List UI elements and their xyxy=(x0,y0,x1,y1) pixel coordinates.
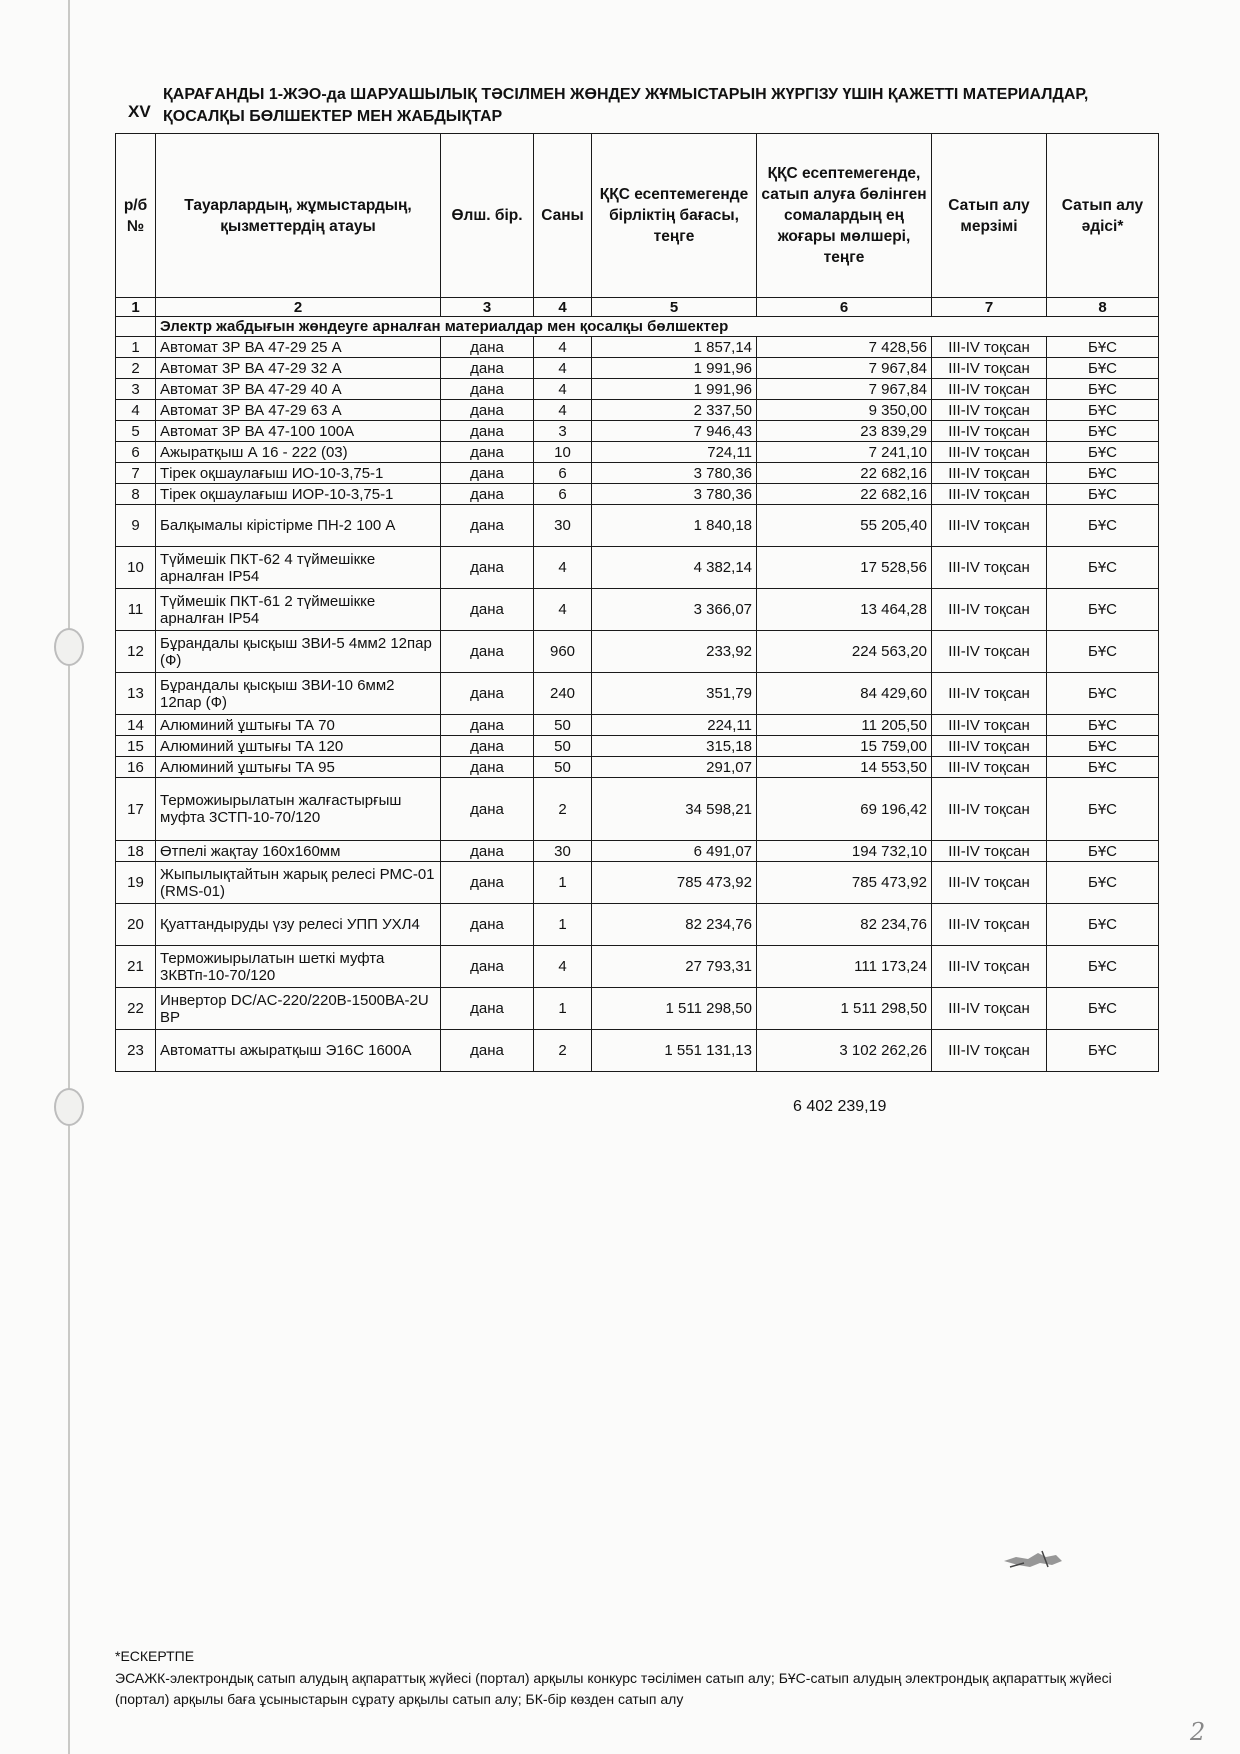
item-unit-price: 6 491,07 xyxy=(592,841,757,862)
row-number: 3 xyxy=(116,379,156,400)
row-number: 12 xyxy=(116,631,156,673)
item-quantity: 2 xyxy=(534,778,592,841)
item-unit-price: 785 473,92 xyxy=(592,862,757,904)
item-method: БҰС xyxy=(1047,988,1159,1030)
col-header-unit-price: ҚҚС есептемегенде бірліктің бағасы, теңге xyxy=(592,134,757,298)
item-term: III-IV тоқсан xyxy=(932,862,1047,904)
item-method: БҰС xyxy=(1047,547,1159,589)
item-quantity: 4 xyxy=(534,946,592,988)
item-method: БҰС xyxy=(1047,904,1159,946)
column-number: 1 xyxy=(116,298,156,317)
item-max-sum: 7 241,10 xyxy=(757,442,932,463)
item-method: БҰС xyxy=(1047,589,1159,631)
item-method: БҰС xyxy=(1047,505,1159,547)
item-term: III-IV тоқсан xyxy=(932,442,1047,463)
item-name: Жыпылықтайтын жарық релесі РМС-01 (RMS-01) xyxy=(156,862,441,904)
table-row xyxy=(116,757,1159,778)
item-unit: дана xyxy=(441,505,534,547)
item-unit: дана xyxy=(441,736,534,757)
item-method: БҰС xyxy=(1047,736,1159,757)
item-max-sum: 13 464,28 xyxy=(757,589,932,631)
table-row xyxy=(116,379,1159,400)
item-method: БҰС xyxy=(1047,463,1159,484)
ink-mark xyxy=(1000,1545,1070,1573)
item-quantity: 50 xyxy=(534,715,592,736)
item-unit: дана xyxy=(441,841,534,862)
item-quantity: 1 xyxy=(534,904,592,946)
section-header-row xyxy=(116,317,1159,337)
item-unit: дана xyxy=(441,463,534,484)
table-row xyxy=(116,841,1159,862)
item-term: III-IV тоқсан xyxy=(932,841,1047,862)
item-max-sum: 7 967,84 xyxy=(757,358,932,379)
column-number: 4 xyxy=(534,298,592,317)
col-header-unit: Өлш. бір. xyxy=(441,134,534,298)
item-max-sum: 17 528,56 xyxy=(757,547,932,589)
item-unit-price: 291,07 xyxy=(592,757,757,778)
item-unit: дана xyxy=(441,778,534,841)
item-name: Түймешік ПКТ-62 4 түймешікке арналған IP54 xyxy=(156,547,441,589)
item-term: III-IV тоқсан xyxy=(932,778,1047,841)
column-numbers-row xyxy=(116,298,1159,317)
item-method: БҰС xyxy=(1047,841,1159,862)
row-number: 18 xyxy=(116,841,156,862)
item-unit-price: 82 234,76 xyxy=(592,904,757,946)
item-unit: дана xyxy=(441,547,534,589)
item-name: Бұрандалы қысқыш ЗВИ-10 6мм2 12пар (Ф) xyxy=(156,673,441,715)
item-term: III-IV тоқсан xyxy=(932,379,1047,400)
table-row xyxy=(116,673,1159,715)
item-unit-price: 7 946,43 xyxy=(592,421,757,442)
item-term: III-IV тоқсан xyxy=(932,631,1047,673)
table-row xyxy=(116,631,1159,673)
item-max-sum: 23 839,29 xyxy=(757,421,932,442)
item-method: БҰС xyxy=(1047,862,1159,904)
note-text: ЭСАЖК-электрондық сатып алудың ақпараттық жүйесі (портал) арқылы конкурс тәсілімен сатып алу; БҰС-сатып алудың электрондық ақпараттық жүйесі (портал) арқылы баға ұсыныстарын сұрату арқылы сатып алу; БК-бір көзден сатып алу xyxy=(115,1670,1112,1707)
item-max-sum: 224 563,20 xyxy=(757,631,932,673)
item-unit: дана xyxy=(441,673,534,715)
item-unit: дана xyxy=(441,400,534,421)
item-max-sum: 82 234,76 xyxy=(757,904,932,946)
item-unit: дана xyxy=(441,631,534,673)
column-number: 6 xyxy=(757,298,932,317)
item-quantity: 6 xyxy=(534,484,592,505)
table-row xyxy=(116,1030,1159,1072)
item-unit-price: 3 780,36 xyxy=(592,463,757,484)
table-row xyxy=(116,463,1159,484)
item-term: III-IV тоқсан xyxy=(932,463,1047,484)
item-max-sum: 785 473,92 xyxy=(757,862,932,904)
item-unit-price: 233,92 xyxy=(592,631,757,673)
item-unit-price: 724,11 xyxy=(592,442,757,463)
item-name: Балқымалы кірістірме ПН-2 100 А xyxy=(156,505,441,547)
item-name: Автоматты ажыратқыш Э16С 1600А xyxy=(156,1030,441,1072)
punch-hole xyxy=(54,628,84,666)
item-unit-price: 2 337,50 xyxy=(592,400,757,421)
col-header-max-sum: ҚҚС есептемегенде, сатып алуға бөлінген сомалардың ең жоғары мөлшері, теңге xyxy=(757,134,932,298)
table-row xyxy=(116,946,1159,988)
item-quantity: 240 xyxy=(534,673,592,715)
item-unit: дана xyxy=(441,484,534,505)
item-name: Ажыратқыш А 16 - 222 (03) xyxy=(156,442,441,463)
item-quantity: 4 xyxy=(534,589,592,631)
item-method: БҰС xyxy=(1047,400,1159,421)
row-number: 2 xyxy=(116,358,156,379)
item-max-sum: 9 350,00 xyxy=(757,400,932,421)
table-row xyxy=(116,337,1159,358)
item-term: III-IV тоқсан xyxy=(932,1030,1047,1072)
item-unit-price: 27 793,31 xyxy=(592,946,757,988)
item-unit-price: 1 857,14 xyxy=(592,337,757,358)
table-row xyxy=(116,505,1159,547)
item-quantity: 4 xyxy=(534,547,592,589)
item-term: III-IV тоқсан xyxy=(932,421,1047,442)
row-number: 11 xyxy=(116,589,156,631)
item-quantity: 4 xyxy=(534,400,592,421)
section-header: Электр жабдығын жөндеуге арналған материалдар мен қосалқы бөлшектер xyxy=(156,317,1159,337)
row-number: 16 xyxy=(116,757,156,778)
item-quantity: 10 xyxy=(534,442,592,463)
row-number: 7 xyxy=(116,463,156,484)
item-quantity: 960 xyxy=(534,631,592,673)
item-term: III-IV тоқсан xyxy=(932,337,1047,358)
item-name: Алюминий ұштығы ТА 95 xyxy=(156,757,441,778)
item-unit: дана xyxy=(441,442,534,463)
row-number: 22 xyxy=(116,988,156,1030)
table-row xyxy=(116,358,1159,379)
item-max-sum: 194 732,10 xyxy=(757,841,932,862)
item-name: Автомат 3Р ВА 47-29 32 А xyxy=(156,358,441,379)
item-max-sum: 7 967,84 xyxy=(757,379,932,400)
item-method: БҰС xyxy=(1047,337,1159,358)
item-method: БҰС xyxy=(1047,358,1159,379)
col-header-name: Тауарлардың, жұмыстардың, қызметтердің атауы xyxy=(156,134,441,298)
item-quantity: 30 xyxy=(534,841,592,862)
item-unit: дана xyxy=(441,946,534,988)
item-method: БҰС xyxy=(1047,1030,1159,1072)
item-quantity: 3 xyxy=(534,421,592,442)
item-max-sum: 14 553,50 xyxy=(757,757,932,778)
row-number: 1 xyxy=(116,337,156,358)
row-number: 21 xyxy=(116,946,156,988)
item-quantity: 4 xyxy=(534,358,592,379)
item-method: БҰС xyxy=(1047,442,1159,463)
item-name: Терможиырылатын жалғастырғыш муфта 3СТП-10-70/120 xyxy=(156,778,441,841)
item-unit-price: 1 551 131,13 xyxy=(592,1030,757,1072)
column-number: 3 xyxy=(441,298,534,317)
item-unit-price: 1 511 298,50 xyxy=(592,988,757,1030)
item-max-sum: 84 429,60 xyxy=(757,673,932,715)
col-header-quantity: Саны xyxy=(534,134,592,298)
item-name: Инвертор DC/AC-220/220В-1500ВА-2U ВР xyxy=(156,988,441,1030)
item-unit-price: 1 991,96 xyxy=(592,358,757,379)
page-number: 2 xyxy=(1190,1718,1206,1746)
item-unit-price: 224,11 xyxy=(592,715,757,736)
table-row xyxy=(116,778,1159,841)
item-term: III-IV тоқсан xyxy=(932,589,1047,631)
item-name: Терможиырылатын шеткі муфта 3КВТп-10-70/120 xyxy=(156,946,441,988)
item-max-sum: 55 205,40 xyxy=(757,505,932,547)
item-max-sum: 15 759,00 xyxy=(757,736,932,757)
item-method: БҰС xyxy=(1047,778,1159,841)
item-max-sum: 111 173,24 xyxy=(757,946,932,988)
item-term: III-IV тоқсан xyxy=(932,904,1047,946)
table-row xyxy=(116,589,1159,631)
item-max-sum: 3 102 262,26 xyxy=(757,1030,932,1072)
column-number: 5 xyxy=(592,298,757,317)
materials-table xyxy=(115,133,1159,1072)
item-unit-price: 4 382,14 xyxy=(592,547,757,589)
section-number: XV xyxy=(128,102,151,121)
item-unit-price: 34 598,21 xyxy=(592,778,757,841)
item-max-sum: 11 205,50 xyxy=(757,715,932,736)
item-name: Автомат 3Р ВА 47-29 40 А xyxy=(156,379,441,400)
item-unit: дана xyxy=(441,337,534,358)
item-method: БҰС xyxy=(1047,673,1159,715)
item-name: Автомат 3Р ВА 47-29 25 А xyxy=(156,337,441,358)
row-number: 17 xyxy=(116,778,156,841)
item-max-sum: 22 682,16 xyxy=(757,484,932,505)
item-quantity: 2 xyxy=(534,1030,592,1072)
item-quantity: 30 xyxy=(534,505,592,547)
item-method: БҰС xyxy=(1047,757,1159,778)
item-quantity: 1 xyxy=(534,988,592,1030)
item-term: III-IV тоқсан xyxy=(932,400,1047,421)
header-row xyxy=(116,134,1159,298)
item-method: БҰС xyxy=(1047,484,1159,505)
item-name: Автомат 3Р ВА 47-29 63 А xyxy=(156,400,441,421)
item-max-sum: 1 511 298,50 xyxy=(757,988,932,1030)
note-title: *ЕСКЕРТПЕ xyxy=(115,1648,195,1664)
item-unit-price: 1 991,96 xyxy=(592,379,757,400)
item-unit: дана xyxy=(441,1030,534,1072)
item-term: III-IV тоқсан xyxy=(932,505,1047,547)
item-term: III-IV тоқсан xyxy=(932,988,1047,1030)
column-number: 7 xyxy=(932,298,1047,317)
item-unit: дана xyxy=(441,421,534,442)
item-quantity: 4 xyxy=(534,337,592,358)
item-unit-price: 315,18 xyxy=(592,736,757,757)
punch-hole xyxy=(54,1088,84,1126)
col-header-method: Сатып алу әдісі* xyxy=(1047,134,1159,298)
item-term: III-IV тоқсан xyxy=(932,358,1047,379)
item-unit: дана xyxy=(441,358,534,379)
item-term: III-IV тоқсан xyxy=(932,484,1047,505)
column-number: 2 xyxy=(156,298,441,317)
item-unit: дана xyxy=(441,715,534,736)
item-name: Бұрандалы қысқыш ЗВИ-5 4мм2 12пар (Ф) xyxy=(156,631,441,673)
row-number: 13 xyxy=(116,673,156,715)
item-quantity: 50 xyxy=(534,757,592,778)
row-number: 5 xyxy=(116,421,156,442)
col-header-number: р/б № xyxy=(116,134,156,298)
table-row xyxy=(116,736,1159,757)
item-max-sum: 22 682,16 xyxy=(757,463,932,484)
item-unit: дана xyxy=(441,379,534,400)
item-unit: дана xyxy=(441,862,534,904)
item-term: III-IV тоқсан xyxy=(932,757,1047,778)
item-term: III-IV тоқсан xyxy=(932,736,1047,757)
item-name: Автомат 3Р ВА 47-100 100А xyxy=(156,421,441,442)
item-unit-price: 3 366,07 xyxy=(592,589,757,631)
item-term: III-IV тоқсан xyxy=(932,715,1047,736)
row-number: 8 xyxy=(116,484,156,505)
paper-edge-line xyxy=(68,0,70,1754)
row-number: 10 xyxy=(116,547,156,589)
table-row xyxy=(116,988,1159,1030)
row-number: 6 xyxy=(116,442,156,463)
row-number: 19 xyxy=(116,862,156,904)
item-quantity: 6 xyxy=(534,463,592,484)
item-max-sum: 69 196,42 xyxy=(757,778,932,841)
item-method: БҰС xyxy=(1047,715,1159,736)
table-row xyxy=(116,484,1159,505)
item-unit-price: 1 840,18 xyxy=(592,505,757,547)
item-quantity: 1 xyxy=(534,862,592,904)
row-number: 15 xyxy=(116,736,156,757)
item-unit: дана xyxy=(441,589,534,631)
item-term: III-IV тоқсан xyxy=(932,547,1047,589)
item-max-sum: 7 428,56 xyxy=(757,337,932,358)
item-method: БҰС xyxy=(1047,631,1159,673)
item-name: Түймешік ПКТ-61 2 түймешікке арналған IP54 xyxy=(156,589,441,631)
table-row xyxy=(116,862,1159,904)
item-method: БҰС xyxy=(1047,421,1159,442)
item-name: Қуаттандыруды үзу релесі УПП УХЛ4 xyxy=(156,904,441,946)
item-name: Тірек оқшаулағыш ИО-10-3,75-1 xyxy=(156,463,441,484)
row-number: 14 xyxy=(116,715,156,736)
grand-total: 6 402 239,19 xyxy=(793,1098,887,1115)
item-unit-price: 351,79 xyxy=(592,673,757,715)
table-row xyxy=(116,547,1159,589)
item-name: Алюминий ұштығы ТА 120 xyxy=(156,736,441,757)
table-row xyxy=(116,442,1159,463)
item-method: БҰС xyxy=(1047,946,1159,988)
item-unit: дана xyxy=(441,904,534,946)
item-unit: дана xyxy=(441,988,534,1030)
col-header-term: Сатып алу мерзімі xyxy=(932,134,1047,298)
item-method: БҰС xyxy=(1047,379,1159,400)
document-title: ҚАРАҒАНДЫ 1-ЖЭО-да ШАРУАШЫЛЫҚ ТӘСІЛМЕН ЖӨНДЕУ ЖҰМЫСТАРЫН ЖҮРГІЗУ ҮШІН ҚАЖЕТТІ МАТЕРИАЛДАР, ҚОСАЛҚЫ БӨЛШЕКТЕР МЕН ЖАБДЫҚТАР xyxy=(163,86,1089,125)
item-quantity: 50 xyxy=(534,736,592,757)
item-term: III-IV тоқсан xyxy=(932,946,1047,988)
table-row xyxy=(116,400,1159,421)
item-name: Өтпелі жақтау 160х160мм xyxy=(156,841,441,862)
item-unit: дана xyxy=(441,757,534,778)
table-row xyxy=(116,904,1159,946)
item-name: Тірек оқшаулағыш ИОР-10-3,75-1 xyxy=(156,484,441,505)
row-number: 4 xyxy=(116,400,156,421)
item-term: III-IV тоқсан xyxy=(932,673,1047,715)
row-number: 23 xyxy=(116,1030,156,1072)
table-row xyxy=(116,715,1159,736)
row-number: 9 xyxy=(116,505,156,547)
item-name: Алюминий ұштығы ТА 70 xyxy=(156,715,441,736)
item-quantity: 4 xyxy=(534,379,592,400)
table-row xyxy=(116,421,1159,442)
item-unit-price: 3 780,36 xyxy=(592,484,757,505)
row-number: 20 xyxy=(116,904,156,946)
column-number: 8 xyxy=(1047,298,1159,317)
